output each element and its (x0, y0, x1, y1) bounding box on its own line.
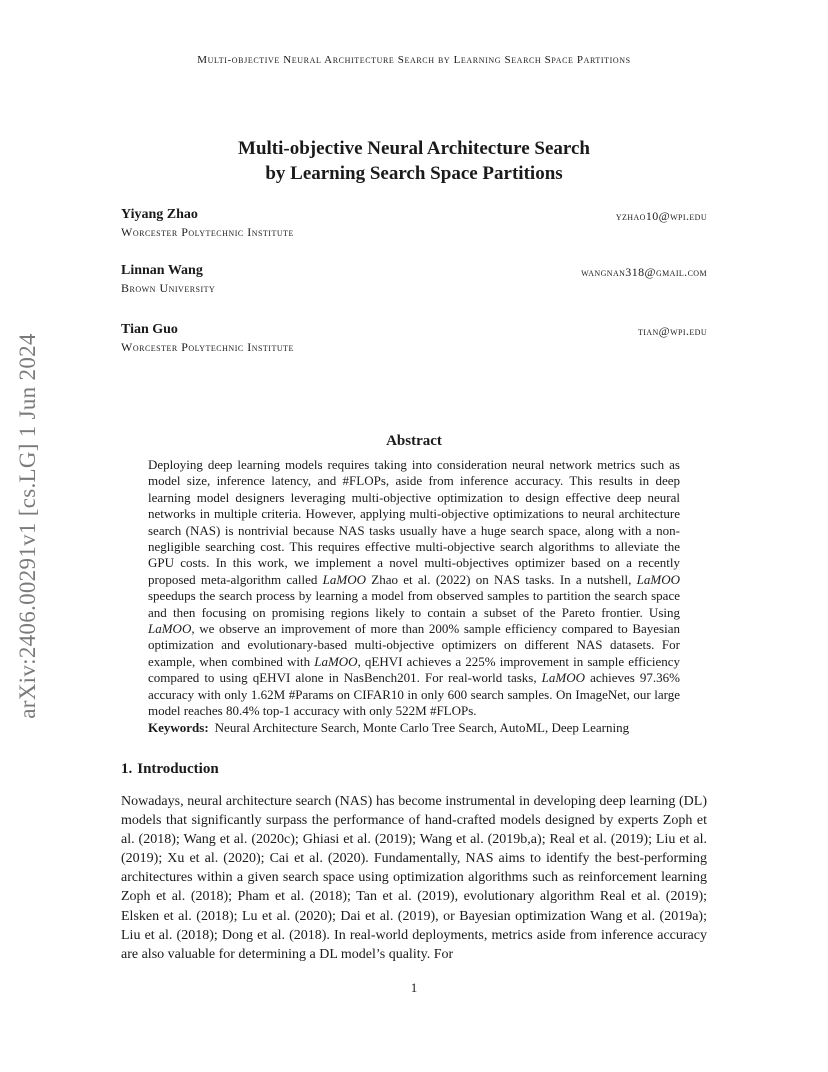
author-name: Tian Guo (121, 322, 178, 337)
abstract-segment: speedups the search process by learning a model from observed samples to partition the search space and then focusing on promising regions likely to contain a subset of the Pareto frontier. Using (148, 588, 680, 620)
section-heading (121, 761, 219, 778)
author-block (121, 207, 707, 247)
author-affiliation: Worcester Polytechnic Institute (121, 225, 294, 239)
author-email: wangnan318@gmail.com (581, 265, 707, 279)
author-name: Yiyang Zhao (121, 207, 198, 222)
method-name: LaMOO (636, 571, 680, 587)
author-email: yzhao10@wpi.edu (615, 209, 707, 223)
method-name: LaMOO (314, 653, 358, 669)
abstract-heading: Abstract (386, 433, 442, 449)
author-affiliation: Worcester Polytechnic Institute (121, 340, 294, 354)
author-name: Linnan Wang (121, 263, 203, 278)
arxiv-side-identifier (8, 296, 48, 756)
method-name: LaMOO (148, 621, 192, 637)
abstract-segment: achieves 97.36% accuracy with only 1.62M #Params on CIFAR10 in only 600 search samples. On ImageNet, our large model reaches 80.4% top-1 accuracy with only 522M #FLOPs. (148, 670, 680, 719)
abstract-segment: Deploying deep learning models requires taking into consideration neural network metrics such as model size, inference latency, and #FLOPs, aside from inference accuracy. This results in deep learning model designers leveraging multi-objective optimization to design effective deep neural networks in multiple criteria. However, applying multi-objective optimizations to neural architecture search (NAS) is nontrivial because NAS tasks usually have a huge search space, along with a non-negligible searching cost. This requires effective multi-objective search algorithms to alleviate the GPU costs. In this work, we implement a novel multi-objectives optimizer based on a recently proposed meta-algorithm called (148, 457, 680, 587)
author-block (121, 263, 707, 303)
method-name: LaMOO (541, 670, 586, 686)
abstract-text (148, 457, 680, 720)
section-title: Introduction (137, 761, 219, 777)
author-email: tian@wpi.edu (637, 324, 707, 338)
running-head: Multi-objective Neural Architecture Search by Learning Search Space Partitions (197, 54, 631, 66)
author-block (121, 322, 707, 362)
keywords-label: Keywords: (148, 720, 209, 735)
method-name: LaMOO (322, 571, 366, 587)
author-affiliation: Brown University (121, 281, 216, 295)
section-body: Nowadays, neural architecture search (NAS) has become instrumental in developing deep learning (DL) models that significantly surpass the performance of hand-crafted models designed by experts Zoph et al. (2018); Wang et al. (2020c); Ghiasi et al. (2019); Wang et al. (2019b,a); Real et al. (2019); Liu et al. (2019); Xu et al. (2020); Cai et al. (2020). Fundamentally, NAS aims to identify the best-performing architectures within a given search space using optimization algorithms such as reinforcement learning Zoph et al. (2018); Pham et al. (2018); Tan et al. (2019), evolutionary algorithm Real et al. (2019); Elsken et al. (2018); Lu et al. (2020); Dai et al. (2019), or Bayesian optimization Wang et al. (2019a); Liu et al. (2018); Dong et al. (2018). In real-world deployments, metrics aside from inference accuracy are also valuable for determining a DL model’s quality. For (121, 794, 707, 962)
abstract-segment: , qEHVI achieves a 225% improvement in sample efficiency compared to using qEHVI alone in NasBench201. For real-world tasks, (148, 653, 680, 686)
keywords (148, 720, 688, 736)
section-number: 1. (121, 761, 133, 777)
title-line: by Learning Search Space Partitions (265, 163, 563, 184)
abstract-segment: Zhao et al. (2022) on NAS tasks. In a nutshell, (366, 571, 637, 587)
keywords-list: Neural Architecture Search, Monte Carlo Tree Search, AutoML, Deep Learning (214, 720, 630, 735)
title-line: Multi-objective Neural Architecture Search (238, 138, 590, 159)
page-number: 1 (410, 980, 418, 995)
arxiv-id-text: arXiv:2406.00291v1 [cs.LG] 1 Jun 2024 (15, 333, 40, 719)
abstract-segment: , we observe an improvement of more than 200% sample efficiency compared to Bayesian optimization and evolutionary-based multi-objective optimizers on different NAS datasets. For example, when combined with (148, 621, 680, 669)
paper-title (0, 136, 828, 186)
